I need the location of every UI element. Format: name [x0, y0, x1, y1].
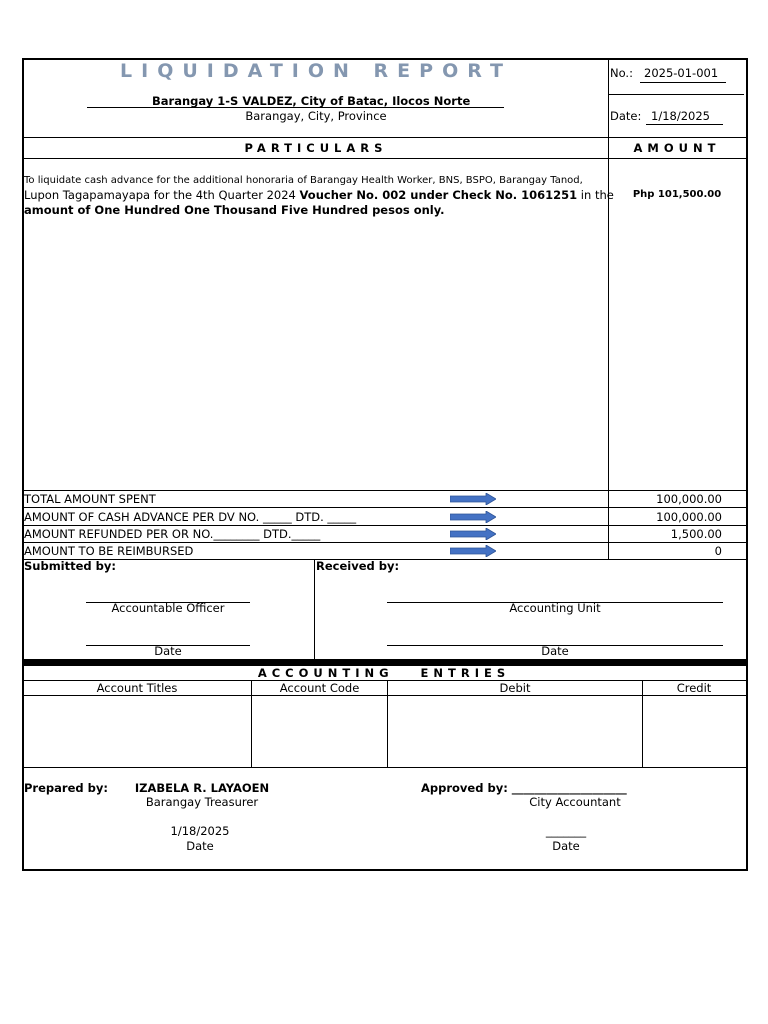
received-by-label: Received by: [316, 559, 400, 573]
prepared-date-caption: Date [186, 839, 214, 853]
date-label: Date: [610, 109, 642, 123]
summary-label-refunded: AMOUNT REFUNDED PER OR NO.________ DTD._____ [24, 527, 321, 541]
summary-value-reimbursed: 0 [714, 544, 722, 558]
particulars-amount: Php 101,500.00 [632, 189, 722, 200]
header-divider [608, 59, 609, 491]
row-divider [22, 158, 746, 159]
thick-separator [22, 659, 746, 666]
particulars-line-2-tail: in the [577, 188, 614, 202]
row-divider [22, 695, 746, 696]
column-header-debit: Debit [499, 681, 531, 695]
approved-by-label: Approved by: ____________________ [421, 781, 627, 795]
prepared-by-title: Barangay Treasurer [145, 795, 259, 809]
received-date-caption: Date [541, 644, 569, 658]
arrow-right-icon [450, 493, 496, 505]
summary-divider [608, 490, 609, 559]
accounting-unit-caption: Accounting Unit [509, 601, 601, 615]
prepared-date: 1/18/2025 [170, 824, 230, 838]
summary-label-reimbursed: AMOUNT TO BE REIMBURSED [24, 544, 194, 558]
location-caption: Barangay, City, Province [245, 109, 387, 123]
summary-label-cash-advance: AMOUNT OF CASH ADVANCE PER DV NO. _____ DTD. _____ [24, 510, 357, 524]
arrow-right-icon [450, 528, 496, 540]
arrow-right-icon [450, 545, 496, 557]
prepared-by-label: Prepared by: [24, 781, 108, 795]
row-divider [22, 767, 746, 768]
approved-date-caption: Date [552, 839, 580, 853]
prepared-by-name: IZABELA R. LAYAOEN [134, 781, 270, 795]
date-underline [646, 124, 723, 125]
column-header-account-titles: Account Titles [96, 681, 178, 695]
submitted-date-caption: Date [154, 644, 182, 658]
approved-date: _______ [545, 824, 587, 838]
row-divider [22, 490, 746, 491]
summary-value-cash-advance: 100,000.00 [656, 510, 722, 524]
barangay-name: Barangay 1-S VALDEZ, City of Batac, Ilocos Norte [152, 94, 471, 108]
column-header-account-code: Account Code [279, 681, 360, 695]
particulars-line-3: amount of One Hundred One Thousand Five Hundred pesos only. [24, 203, 445, 217]
signature-divider [314, 559, 315, 659]
no-underline [640, 82, 726, 83]
row-divider [22, 507, 746, 508]
particulars-heading: PARTICULARS [244, 141, 388, 155]
no-label: No.: [610, 66, 633, 80]
row-divider [22, 542, 746, 543]
row-divider [22, 137, 746, 138]
particulars-line-1: To liquidate cash advance for the additional honoraria of Barangay Health Worker, BNS, BSPO, Barangay Tanod, [24, 175, 583, 186]
submitted-by-label: Submitted by: [24, 559, 116, 573]
voucher-reference: Voucher No. 002 under Check No. 1061251 [299, 188, 578, 202]
accountable-officer-caption: Accountable Officer [111, 601, 225, 615]
date-value: 1/18/2025 [651, 109, 710, 123]
column-header-credit: Credit [676, 681, 712, 695]
summary-label-total-spent: TOTAL AMOUNT SPENT [24, 492, 156, 506]
summary-value-total-spent: 100,000.00 [656, 492, 722, 506]
report-title: LIQUIDATION REPORT [120, 60, 512, 82]
summary-value-refunded: 1,500.00 [670, 527, 722, 541]
accounting-entries-heading: ACCOUNTING ENTRIES [257, 666, 511, 680]
no-value: 2025-01-001 [644, 66, 719, 80]
no-date-divider [608, 94, 744, 95]
approved-by-title: City Accountant [529, 795, 621, 809]
amount-heading: AMOUNT [633, 141, 721, 155]
arrow-right-icon [450, 511, 496, 523]
particulars-line-2-text: Lupon Tagapamayapa for the 4th Quarter 2024 [24, 188, 300, 202]
row-divider [22, 525, 746, 526]
particulars-line-2 [24, 188, 614, 202]
